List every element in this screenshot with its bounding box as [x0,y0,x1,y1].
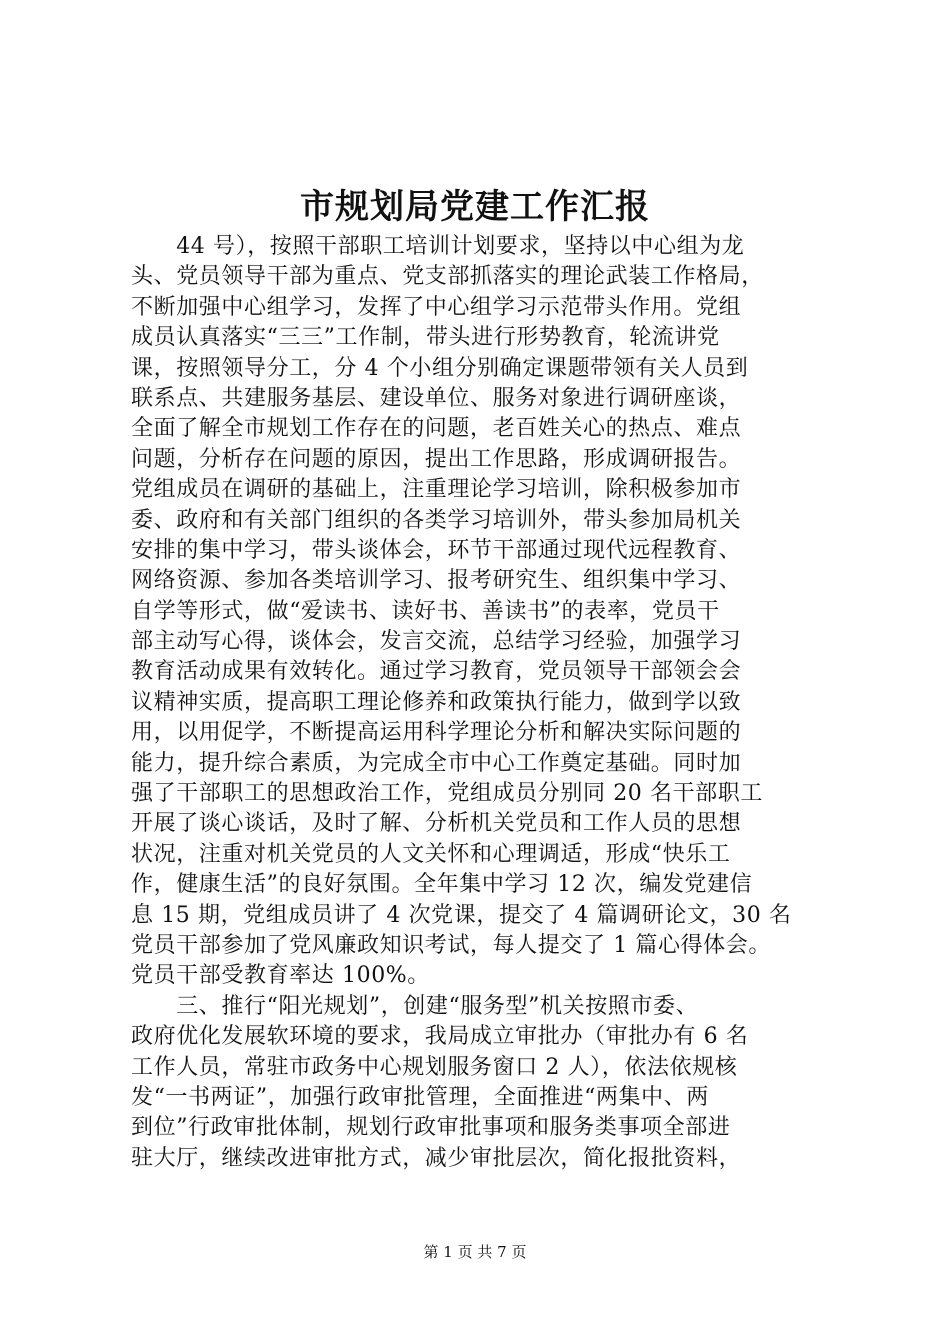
body-text-line: 自学等形式，做“爱读书、读好书、善读书”的表率，党员干 [131,598,720,624]
body-text-line: 政府优化发展软环境的要求，我局成立审批办（审批办有 6 名 [131,1024,749,1050]
body-text-line: 到位”行政审批体制，规划行政审批事项和服务类事项全部进 [131,1115,731,1141]
body-text-line: 党员干部参加了党风廉政知识考试，每人提交了 1 篇心得体会。 [131,932,771,958]
body-text-line: 工作人员，常驻市政务中心规划服务窗口 2 人），依法依规核 [131,1054,738,1080]
body-text-line: 网络资源、参加各类培训学习、报考研究生、组织集中学习、 [131,568,742,594]
body-text-line: 头、党员领导干部为重点、党支部抓落实的理论武装工作格局， [131,264,764,290]
body-text-line: 成员认真落实“三三”工作制，带头进行形势教育，轮流讲党 [131,325,720,351]
body-text-line: 状况，注重对机关党员的人文关怀和心理调适，形成“快乐工 [131,841,731,867]
body-text-line: 能力，提升综合素质，为完成全市中心工作奠定基础。同时加 [131,750,742,776]
body-text-line: 教育活动成果有效转化。通过学习教育，党员领导干部领会会 [131,659,742,685]
body-text-line: 44 号），按照干部职工培训计划要求，坚持以中心组为龙 [131,234,745,259]
body-text-line: 议精神实质，提高职工理论修养和政策执行能力，做到学以致 [131,689,742,715]
body-text-line: 用，以用促学，不断提高运用科学理论分析和解决实际问题的 [131,720,742,746]
body-text-line: 驻大厅，继续改进审批方式，减少审批层次，简化报批资料， [131,1145,742,1171]
body-text-line: 作，健康生活”的良好氛围。全年集中学习 12 次，编发党建信 [131,872,753,898]
body-text-line: 党组成员在调研的基础上，注重理论学习培训，除积极参加市 [131,477,742,503]
body-text-line: 党员干部受教育率达 100%。 [131,963,430,989]
body-text-line: 强了干部职工的思想政治工作，党组成员分别同 20 名干部职工 [131,781,763,807]
body-text-line: 发“一书两证”，加强行政审批管理，全面推进“两集中、两 [131,1084,709,1110]
body-text-line: 不断加强中心组学习，发挥了中心组学习示范带头作用。党组 [131,294,742,320]
body-text-line: 联系点、共建服务基层、建设单位、服务对象进行调研座谈， [131,385,742,411]
body-text-line: 课，按照领导分工，分 4 个小组分别确定课题带领有关人员到 [131,355,749,381]
body-text-line: 开展了谈心谈话，及时了解、分析机关党员和工作人员的思想 [131,811,742,837]
body-text-line: 委、政府和有关部门组织的各类学习培训外，带头参加局机关 [131,507,742,533]
body-text-line: 息 15 期，党组成员讲了 4 次党课，提交了 4 篇调研论文，30 名 [131,902,792,928]
body-text-line: 安排的集中学习，带头谈体会，环节干部通过现代远程教育、 [131,537,742,563]
page-footer: 第 1 页 共 7 页 [423,1243,527,1261]
document-title: 市规划局党建工作汇报 [300,187,650,227]
body-text-line: 问题，分析存在问题的原因，提出工作思路，形成调研报告。 [131,446,742,472]
body-text-line: 部主动写心得，谈体会，发言交流，总结学习经验，加强学习 [131,629,742,655]
document-body [131,232,831,1174]
body-text-line: 全面了解全市规划工作存在的问题，老百姓关心的热点、难点 [131,416,742,442]
body-text-line: 三、推行“阳光规划”，创建“服务型”机关按照市委、 [131,993,699,1019]
